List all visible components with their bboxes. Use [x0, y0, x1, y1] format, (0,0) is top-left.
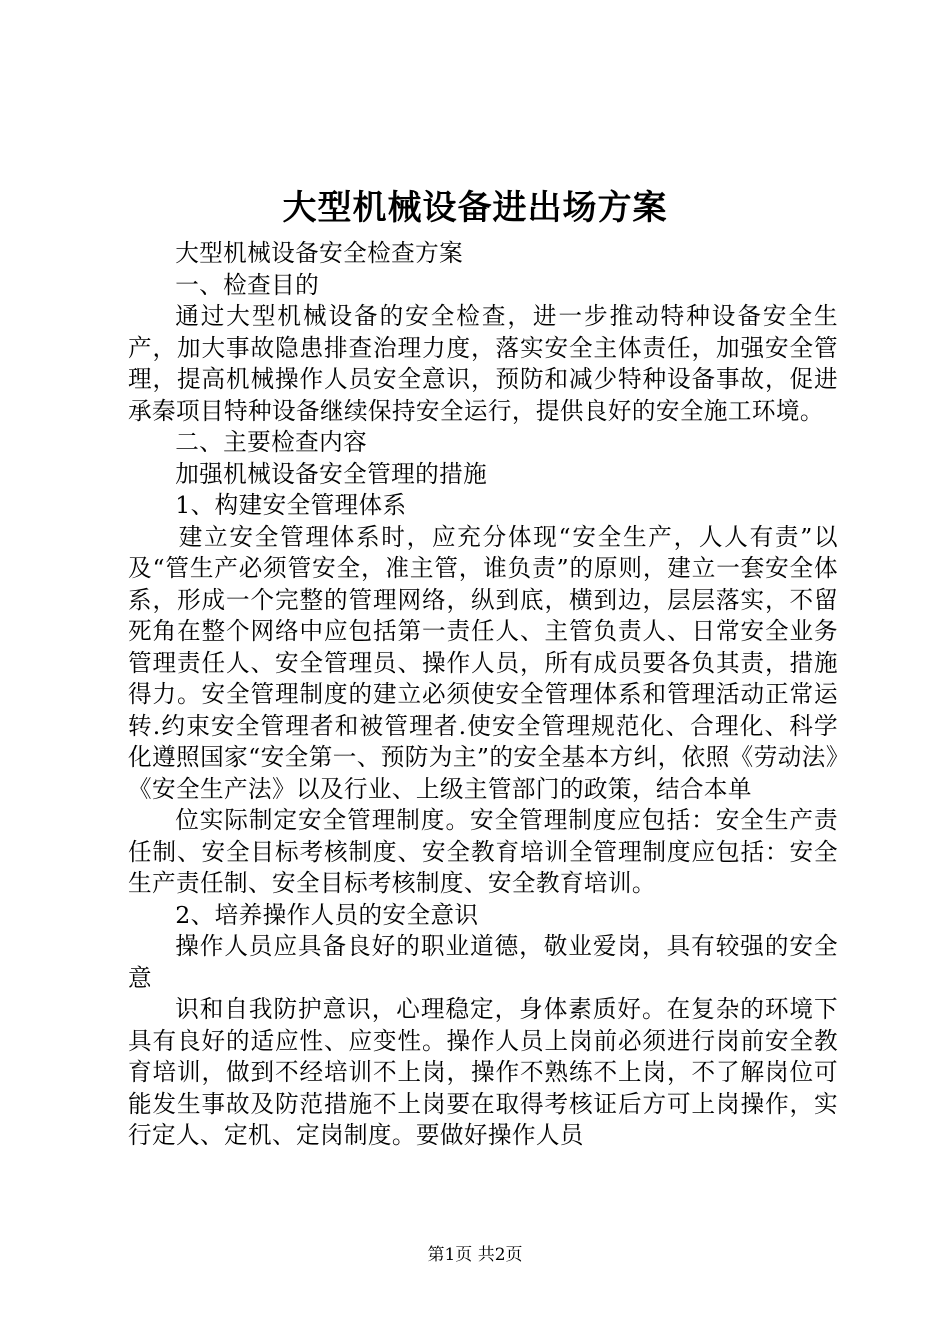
page-number: 第1页 共2页 [427, 1245, 523, 1265]
paragraph-system: 建立安全管理体系时，应充分体现“安全生产，人人有责”以及“管生产必须管安全，准主管，谁负责”的原则，建立一套安全体系，形成一个完整的管理网络，纵到底，横到边，层层落实，不留死角在整个网络中应包括第一责任人、主管负责人、日常安全业务管理责任人、安全管理员、操作人员，所有成员要各负其责，措施得力。安全管理制度的建立必须使安全管理体系和管理活动正常运转.约束安全管理者和被管理者.使安全管理规范化、合理化、科学化遵照国家“安全第一、预防为主”的安全基本方纠，依照《劳动法》《安全生产法》以及行业、上级主管部门的政策，结合本单 [128, 522, 838, 803]
paragraph-purpose: 通过大型机械设备的安全检查，进一步推动特种设备安全生产，加大事故隐患排查治理力度，落实安全主体责任，加强安全管理，提高机械操作人员安全意识，预防和减少特种设备事故，促进承秦项目特种设备继续保持安全运行，提供良好的安全施工环境。 [128, 302, 838, 425]
paragraph-measures: 加强机械设备安全管理的措施 [175, 459, 488, 488]
paragraph-heading-awareness: 2、培养操作人员的安全意识 [175, 900, 479, 929]
document-title: 大型机械设备进出场方案 [282, 188, 668, 228]
paragraph-awareness: 操作人员应具备良好的职业道德，敬业爱岗，具有较强的安全意 [128, 932, 838, 992]
paragraph-heading-content: 二、主要检查内容 [175, 428, 368, 456]
paragraph-heading-system: 1、构建安全管理体系 [175, 491, 407, 519]
paragraph-heading-purpose: 一、检查目的 [175, 270, 320, 299]
paragraph-subtitle: 大型机械设备安全检查方案 [175, 239, 464, 267]
document-body [128, 238, 838, 1152]
paragraph-system-rules: 位实际制定安全管理制度。安全管理制度应包括：安全生产责任制、安全目标考核制度、安全教育培训全管理制度应包括：安全生产责任制、安全目标考核制度、安全教育培训。 [128, 806, 838, 897]
paragraph-awareness-continued: 识和自我防护意识，心理稳定，身体素质好。在复杂的环境下具有良好的适应性、应变性。操作人员上岗前必须进行岗前安全教育培训，做到不经培训不上岗，操作不熟练不上岗，不了解岗位可能发生事故及防范措施不上岗要在取得考核证后方可上岗操作，实行定人、定机、定岗制度。要做好操作人员 [128, 995, 838, 1149]
